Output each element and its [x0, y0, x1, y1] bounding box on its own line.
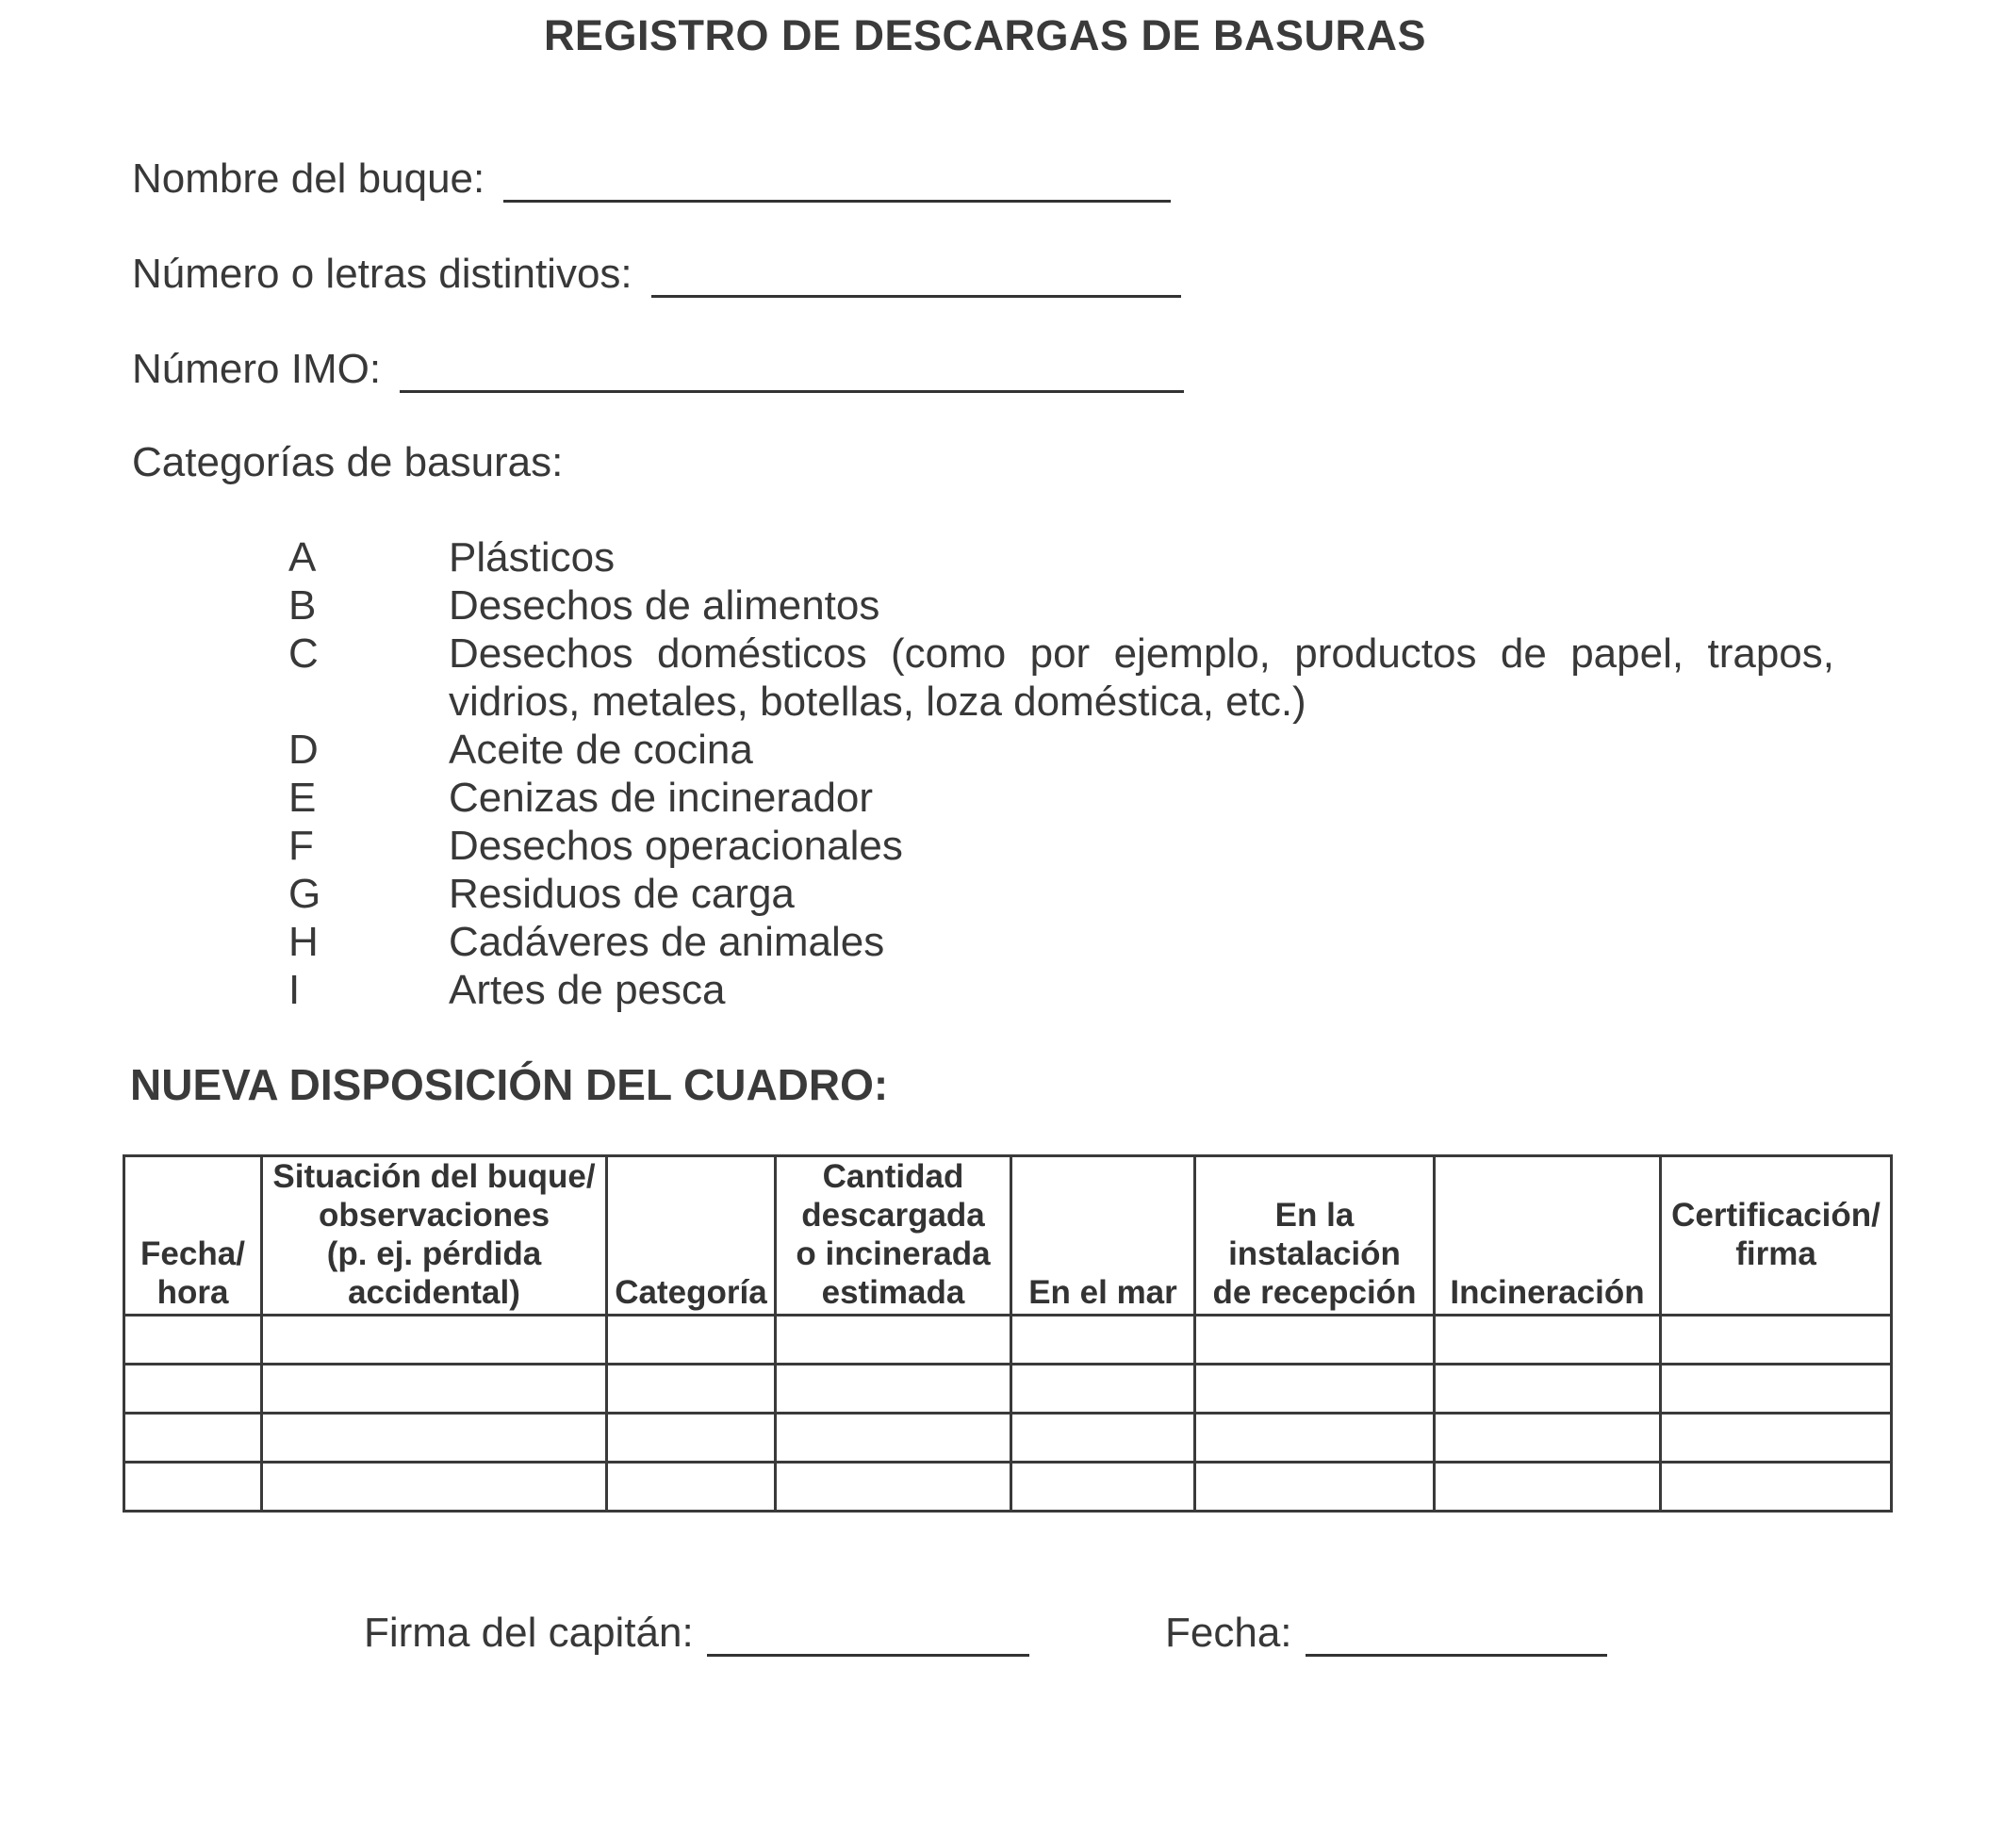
document-title: REGISTRO DE DESCARGAS DE BASURAS [543, 11, 1427, 59]
ship-name-label: Nombre del buque: [132, 155, 485, 202]
table-cell[interactable] [262, 1316, 607, 1365]
table-cell[interactable] [1195, 1316, 1435, 1365]
table-cell[interactable] [607, 1414, 776, 1463]
section-title: NUEVA DISPOSICIÓN DEL CUADRO: [130, 1060, 889, 1109]
date-label: Fecha: [1165, 1610, 1292, 1656]
category-item [288, 822, 1834, 870]
table-cell[interactable] [262, 1414, 607, 1463]
category-text: Desechos domésticos (como por ejemplo, productos de papel, trapos, vidrios, metales, botellas, loza doméstica, etc.) [449, 630, 1834, 725]
table-cell[interactable] [1661, 1365, 1892, 1414]
table-row [124, 1414, 1892, 1463]
table-cell[interactable] [1435, 1316, 1661, 1365]
table-cell[interactable] [607, 1316, 776, 1365]
category-text: Desechos operacionales [449, 823, 903, 869]
category-text: Plásticos [449, 534, 616, 581]
category-item [288, 630, 1834, 726]
table-cell[interactable] [262, 1365, 607, 1414]
header-ship-position: Situación del buque/ observaciones (p. ej. pérdida accidental) [262, 1156, 607, 1316]
imo-number-label: Número IMO: [132, 346, 382, 392]
ship-name-field [132, 155, 1171, 203]
table-cell[interactable] [1661, 1316, 1892, 1365]
distinctive-number-field [132, 251, 1181, 298]
header-reception-facility: En la instalación de recepción [1195, 1156, 1435, 1316]
table-cell[interactable] [1435, 1414, 1661, 1463]
header-category: Categoría [607, 1156, 776, 1316]
table-cell[interactable] [262, 1463, 607, 1512]
category-text: Artes de pesca [449, 967, 726, 1013]
captain-signature-line[interactable] [707, 1618, 1029, 1657]
category-letter: H [288, 919, 319, 965]
table-cell[interactable] [776, 1463, 1011, 1512]
category-text: Desechos de alimentos [449, 582, 880, 629]
category-item [288, 870, 1834, 918]
table-cell[interactable] [1661, 1414, 1892, 1463]
table-cell[interactable] [1661, 1463, 1892, 1512]
category-item [288, 533, 1834, 581]
header-incineration: Incineración [1435, 1156, 1661, 1316]
table-cell[interactable] [776, 1414, 1011, 1463]
categories-list [288, 533, 1834, 1014]
ship-name-input-line[interactable] [503, 164, 1171, 203]
captain-signature-label: Firma del capitán: [364, 1610, 694, 1656]
category-item [288, 774, 1834, 822]
category-item [288, 581, 1834, 630]
table-row [124, 1365, 1892, 1414]
table-cell[interactable] [124, 1414, 262, 1463]
table-cell[interactable] [1195, 1365, 1435, 1414]
table-cell[interactable] [1011, 1463, 1195, 1512]
category-letter: A [288, 534, 317, 581]
category-letter: B [288, 582, 317, 629]
table-cell[interactable] [607, 1365, 776, 1414]
table-header-row [124, 1156, 1892, 1316]
table-cell[interactable] [776, 1365, 1011, 1414]
category-letter: F [288, 823, 314, 869]
category-item [288, 726, 1834, 774]
category-text: Cadáveres de animales [449, 919, 885, 965]
category-text: Cenizas de incinerador [449, 775, 874, 821]
category-item [288, 918, 1834, 966]
table-cell[interactable] [607, 1463, 776, 1512]
category-letter: E [288, 775, 317, 821]
header-date-time: Fecha/ hora [124, 1156, 262, 1316]
category-text: Residuos de carga [449, 871, 795, 917]
distinctive-number-label: Número o letras distintivos: [132, 251, 632, 297]
category-text: Aceite de cocina [449, 727, 753, 773]
table-cell[interactable] [1195, 1463, 1435, 1512]
table-cell[interactable] [1011, 1365, 1195, 1414]
category-letter: I [288, 967, 301, 1013]
category-letter: D [288, 727, 319, 773]
table-cell[interactable] [1011, 1316, 1195, 1365]
categories-label: Categorías de basuras: [132, 439, 564, 485]
table-cell[interactable] [1435, 1365, 1661, 1414]
category-item [288, 966, 1834, 1014]
table-cell[interactable] [124, 1365, 262, 1414]
table-row [124, 1316, 1892, 1365]
table-cell[interactable] [124, 1316, 262, 1365]
table-row [124, 1463, 1892, 1512]
header-certification: Certificación/ firma [1661, 1156, 1892, 1316]
table-cell[interactable] [1011, 1414, 1195, 1463]
imo-number-input-line[interactable] [400, 354, 1184, 393]
header-at-sea: En el mar [1011, 1156, 1195, 1316]
category-letter: G [288, 871, 321, 917]
discharge-record-table [123, 1154, 1893, 1513]
imo-number-field [132, 346, 1184, 393]
table-cell[interactable] [1435, 1463, 1661, 1512]
table-cell[interactable] [1195, 1414, 1435, 1463]
header-estimated-amount: Cantidad descargada o incinerada estimada [776, 1156, 1011, 1316]
date-input-line[interactable] [1306, 1618, 1607, 1657]
table-cell[interactable] [776, 1316, 1011, 1365]
captain-signature-field [364, 1610, 1029, 1657]
category-letter: C [288, 630, 319, 677]
distinctive-number-input-line[interactable] [651, 259, 1181, 298]
table-cell[interactable] [124, 1463, 262, 1512]
date-field [1165, 1610, 1607, 1657]
